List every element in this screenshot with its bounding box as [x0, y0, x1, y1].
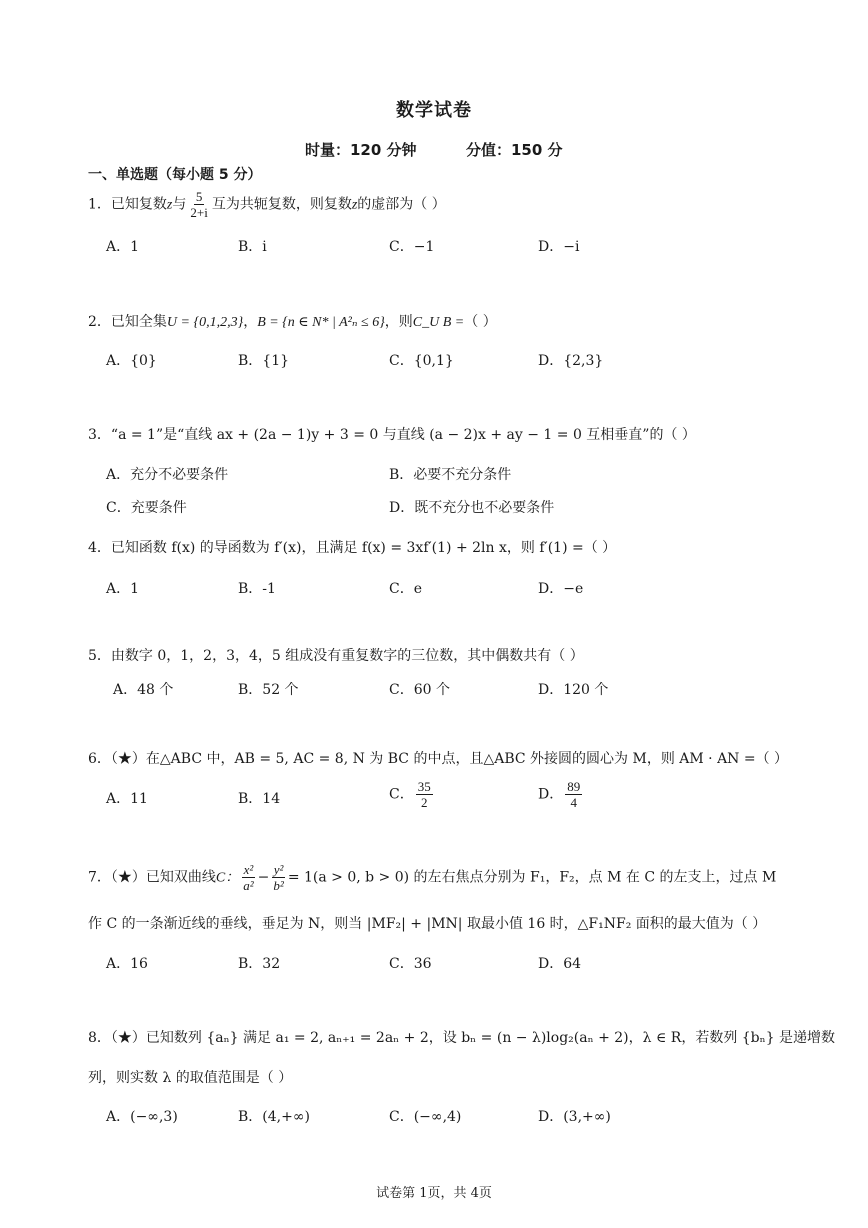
q6-option-c[interactable]	[389, 779, 435, 810]
question-6-stem: 6．（★）在△ABC 中，AB = 5, AC = 8, N 为 BC 的中点，且△ABC 外接圆的圆心为 M，则 AM · AN =（ ）	[88, 751, 789, 767]
q2-expr-b: B = {n ∈ N* | A²ₙ ≤ 6}	[257, 315, 385, 330]
q8-option-d[interactable]: D．(3,+∞)	[538, 1109, 611, 1125]
q1-option-b[interactable]: B．i	[238, 239, 267, 255]
q1-text-d: 的虚部为（ ）	[357, 196, 446, 213]
q2-text-b: ，则	[384, 314, 413, 330]
q7-frac-y	[271, 862, 285, 893]
q6-option-a[interactable]: A．11	[106, 791, 148, 807]
q3-option-b[interactable]: B．必要不充分条件	[389, 467, 512, 483]
q8-option-b[interactable]: B．(4,+∞)	[238, 1109, 310, 1125]
q1-option-a[interactable]: A．1	[106, 239, 140, 255]
q2-option-a[interactable]: A．{0}	[106, 353, 157, 369]
q6-c-den: 2	[420, 795, 428, 810]
q7-frac-x-num: x²	[243, 862, 254, 877]
q7-frac-y-num: y²	[273, 862, 284, 877]
q2-text-c: （ ）	[464, 314, 497, 330]
q3-option-a[interactable]: A．充分不必要条件	[106, 467, 229, 483]
question-2-stem: 2．已知全集U = {0,1,2,3}，B = {n ∈ N* | A²ₙ ≤ 6}，则C_U B =（ ）	[88, 314, 497, 330]
q4-option-a[interactable]: A．1	[106, 581, 140, 597]
q5-option-c[interactable]: C．60 个	[389, 682, 450, 698]
q7-option-a[interactable]: A．16	[106, 956, 148, 972]
q6-d-num: 89	[567, 779, 581, 794]
time-limit: 时量：120 分钟	[305, 141, 417, 159]
q1-option-d[interactable]: D．−i	[538, 239, 580, 255]
q7-option-c[interactable]: C．36	[389, 956, 432, 972]
total-score: 分值：150 分	[466, 141, 563, 159]
q6-d-den: 4	[570, 795, 577, 810]
q6-c-num: 35	[417, 779, 431, 794]
q7-text-a: 7．（★）已知双曲线	[88, 869, 216, 886]
q4-option-b[interactable]: B．-1	[238, 581, 276, 597]
question-4-stem: 4．已知函数 f(x) 的导函数为 f′(x)，且满足 f(x) = 3xf′(1) + 2ln x，则 f′(1) =（ ）	[88, 540, 617, 556]
q5-option-d[interactable]: D．120 个	[538, 682, 609, 698]
q1-option-c[interactable]: C．−1	[389, 239, 435, 255]
q7-text-b: = 1(a > 0, b > 0) 的左右焦点分别为 F₁，F₂，点 M 在 C 的左支上，过点 M	[287, 869, 777, 886]
question-3-stem: 3．“a = 1”是“直线 ax + (2a − 1)y + 3 = 0 与直线 (a − 2)x + ay − 1 = 0 互相垂直”的（ ）	[88, 427, 696, 443]
q4-option-d[interactable]: D．−e	[538, 581, 584, 597]
question-1-stem	[88, 189, 446, 220]
q2-option-d[interactable]: D．{2,3}	[538, 353, 604, 369]
q7-frac-y-den: b²	[273, 878, 284, 893]
q1-frac-den: 2+i	[190, 205, 208, 220]
q6-option-b[interactable]: B．14	[238, 791, 281, 807]
q6-option-c-label: C．	[389, 786, 414, 803]
q1-text-c: 互为共轭复数，则复数	[211, 196, 352, 213]
q2-expr-u: U = {0,1,2,3}	[166, 315, 244, 330]
q5-option-a[interactable]: A．48 个	[113, 682, 174, 698]
q6-option-c-fraction	[416, 779, 433, 810]
page-footer: 试卷第 1页，共 4页	[376, 1186, 492, 1201]
q7-option-d[interactable]: D．64	[538, 956, 582, 972]
q3-option-c[interactable]: C．充要条件	[106, 500, 187, 516]
q8-option-a[interactable]: A．(−∞,3)	[106, 1109, 178, 1125]
q7-frac-x	[241, 862, 255, 893]
question-8-stem-line2: 列，则实数 λ 的取值范围是（ ）	[88, 1070, 293, 1086]
q7-frac-x-den: a²	[243, 878, 254, 893]
q3-option-d[interactable]: D．既不充分也不必要条件	[389, 500, 555, 516]
q6-option-d-fraction	[565, 779, 582, 810]
q1-fraction	[188, 189, 209, 220]
q1-frac-num: 5	[195, 189, 203, 204]
q6-option-d[interactable]	[538, 779, 584, 810]
q2-expr-c: C_U B =	[412, 315, 465, 330]
q7-expr-c: C：	[215, 870, 240, 886]
q5-option-b[interactable]: B．52 个	[238, 682, 299, 698]
q8-option-c[interactable]: C．(−∞,4)	[389, 1109, 462, 1125]
question-7-stem-line2: 作 C 的一条渐近线的垂线，垂足为 N，则当 |MF₂| + |MN| 取最小值 16 时，△F₁NF₂ 面积的最大值为（ ）	[88, 916, 767, 932]
q6-option-d-label: D．	[538, 786, 564, 803]
q2-text-a: 2．已知全集	[88, 314, 167, 330]
q1-var-z: z	[166, 197, 173, 213]
q1-text-b: 与	[172, 196, 187, 213]
q4-option-c[interactable]: C．e	[389, 581, 422, 597]
question-7-stem-line1: 7．（★）已知双曲线C： $\frac{\text{x²}}{\text{a²}}$ − $\frac{\text{y²}}{\text{b²}}$ = 1(a > 0, b > 0) 的左右焦点分别为 F₁，F₂，点 M 在 C 的左支上，过点 M	[88, 862, 777, 893]
question-8-stem-line1: 8．（★）已知数列 {aₙ} 满足 a₁ = 2, aₙ₊₁ = 2aₙ + 2，设 bₙ = (n − λ)log₂(aₙ + 2)，λ ∈ R，若数列 {bₙ} 是递增数	[88, 1030, 836, 1046]
q1-text-a: 1．已知复数	[88, 196, 167, 213]
question-5-stem: 5．由数字 0，1，2，3，4，5 组成没有重复数字的三位数，其中偶数共有（ ）	[88, 648, 584, 664]
q1-var-z-2: z	[351, 197, 358, 213]
q2-option-c[interactable]: C．{0,1}	[389, 353, 454, 369]
page-title: 数学试卷	[396, 100, 472, 121]
section-heading: 一、单选题（每小题 5 分）	[88, 167, 262, 183]
q2-option-b[interactable]: B．{1}	[238, 353, 290, 369]
q7-option-b[interactable]: B．32	[238, 956, 281, 972]
